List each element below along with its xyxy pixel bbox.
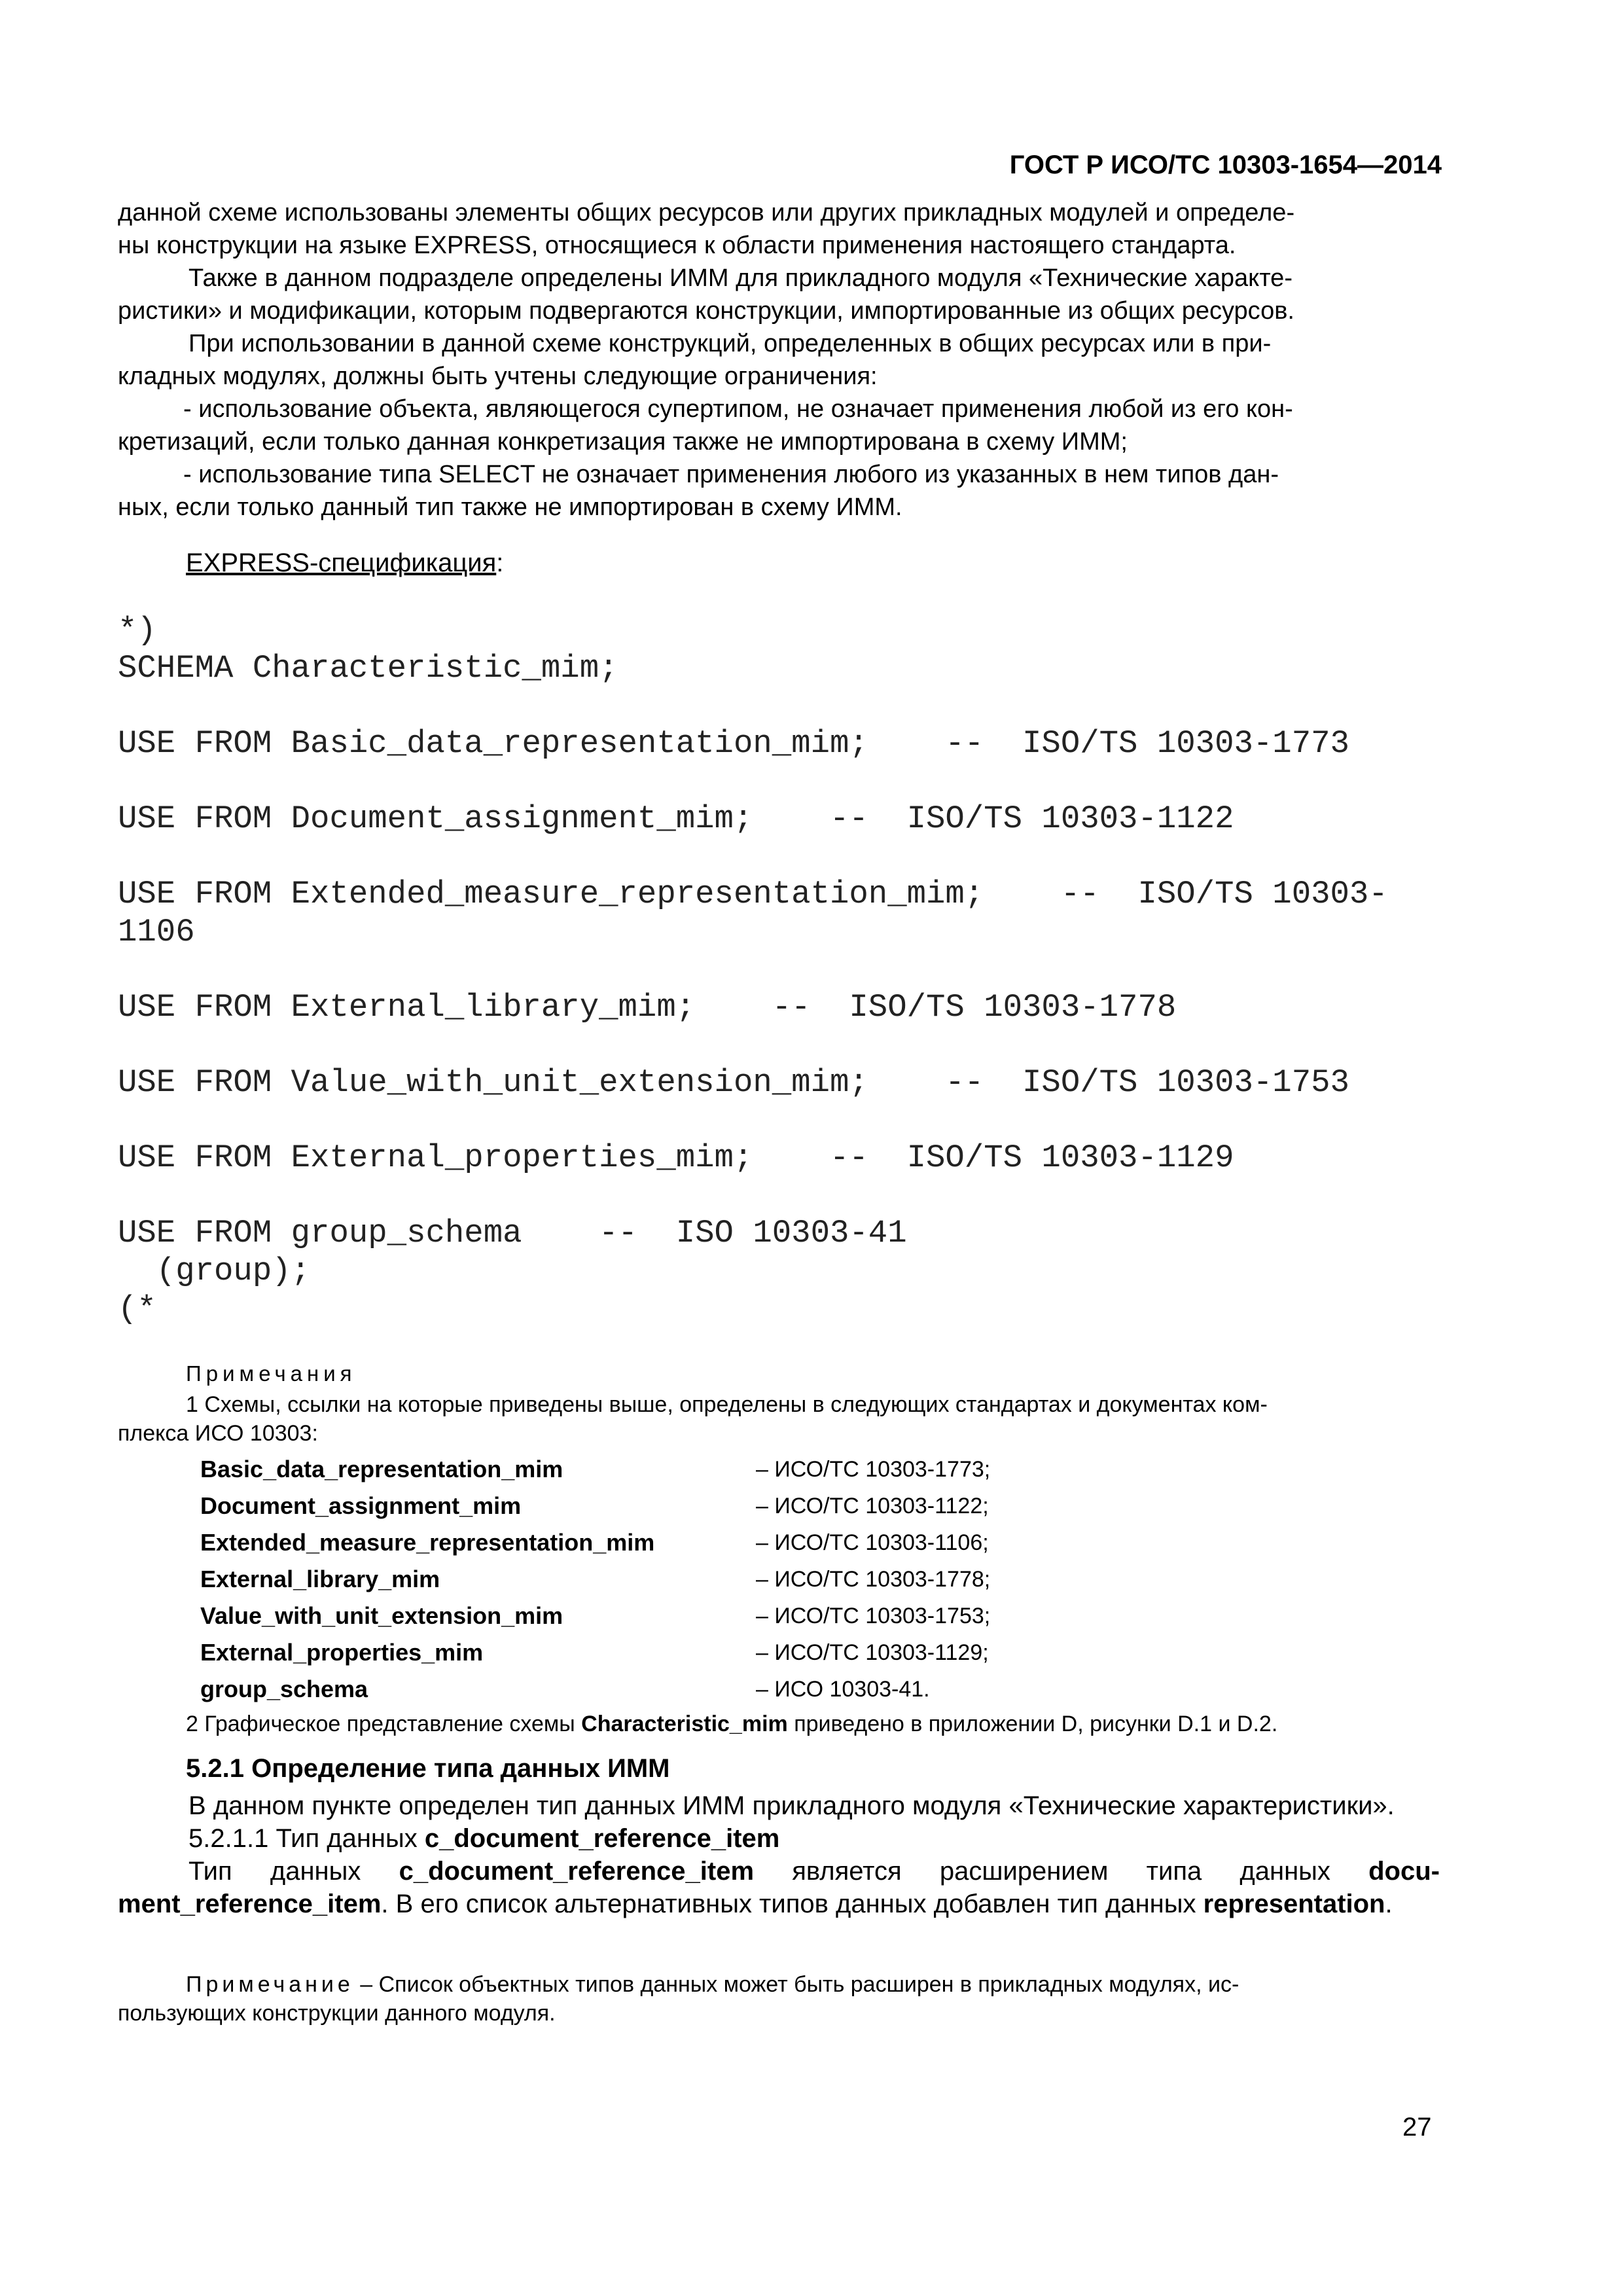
subsection-type-name: c_document_reference_item: [424, 1824, 780, 1853]
bullet-2-line2: ных, если только данный тип также не импортирован в схему ИММ.: [118, 493, 902, 521]
code-use-value-with-unit: USE FROM Value_with_unit_extension_mim; -- ISO/TS 10303-1753: [118, 1064, 1349, 1101]
ref-standard: – ИСО 10303-41.: [756, 1677, 930, 1702]
code-use-basic-data: USE FROM Basic_data_representation_mim; -- ISO/TS 10303-1773: [118, 725, 1349, 762]
intro-p2-line1: Также в данном подразделе определены ИММ для прикладного модуля «Технические характе-: [188, 264, 1293, 292]
code-use-extended-measure: USE FROM Extended_measure_representation_mim; -- ISO/TS 10303-: [118, 876, 1388, 912]
standard-header: ГОСТ Р ИСО/ТС 10303-1654—2014: [1009, 151, 1442, 179]
final-note-line2: пользующих конструкции данного модуля.: [118, 2001, 556, 2026]
ref-standard: – ИСО/ТС 10303-1773;: [756, 1457, 991, 1482]
bullet-2-line1: - использование типа SELECT не означает применения любого из указанных в нем типов дан-: [183, 461, 1279, 488]
section-p1: В данном пункте определен тип данных ИММ прикладного модуля «Технические характеристики».: [188, 1791, 1395, 1820]
intro-p1-line1: данной схеме использованы элементы общих ресурсов или других прикладных модулей и определе-: [118, 199, 1295, 226]
note-2-prefix: 2 Графическое представление схемы: [186, 1712, 582, 1736]
ref-standard: – ИСО/ТС 10303-1778;: [756, 1567, 991, 1592]
ref-name: group_schema: [200, 1676, 368, 1702]
intro-p3-line1: При использовании в данной схеме конструкций, определенных в общих ресурсах или в при-: [188, 330, 1272, 357]
ref-name: Basic_data_representation_mim: [200, 1456, 563, 1482]
subsection-title: [118, 1822, 1440, 1855]
section-p2-a: Тип данных: [188, 1857, 399, 1886]
section-p2-line2: [118, 1888, 1440, 1920]
section-body: [118, 1789, 1440, 1920]
express-spec-label: [186, 548, 503, 578]
code-close-comment: (*: [118, 1291, 156, 1327]
notes-title: Примечания: [186, 1361, 357, 1386]
code-use-group-schema-cont: (group);: [118, 1253, 311, 1289]
section-p2-type: c_document_reference_item: [399, 1857, 755, 1886]
ref-standard: – ИСО/ТС 10303-1106;: [756, 1530, 989, 1555]
section-p2-c: является расширением типа данных: [754, 1857, 1369, 1886]
code-use-external-properties: USE FROM External_properties_mim; -- ISO/TS 10303-1129: [118, 1139, 1234, 1176]
subsection-prefix: 5.2.1.1 Тип данных: [188, 1824, 425, 1853]
note-2-suffix: приведено в приложении D, рисунки D.1 и D.2.: [787, 1712, 1278, 1736]
express-spec-colon: :: [496, 548, 504, 577]
code-use-group-schema: USE FROM group_schema -- ISO 10303-41: [118, 1215, 907, 1251]
section-p2-f: . В его список альтернативных типов данных добавлен тип данных: [381, 1890, 1204, 1918]
note-2: [118, 1710, 1440, 1738]
note-1-line1: 1 Схемы, ссылки на которые приведены выше, определены в следующих стандартах и документах ком-: [186, 1392, 1268, 1417]
final-note-line1: [118, 1970, 1440, 1999]
intro-text: [118, 196, 1440, 524]
code-use-document-assignment: USE FROM Document_assignment_mim; -- ISO/TS 10303-1122: [118, 800, 1234, 837]
intro-p1-line2: ны конструкции на языке EXPRESS, относящиеся к области применения настоящего стандарта.: [118, 232, 1236, 259]
section-p2-base-type-end: ment_reference_item: [118, 1890, 382, 1918]
section-p2-line1: [118, 1855, 1440, 1888]
intro-p2-line2: ристики» и модификации, которым подвергаются конструкции, импортированные из общих ресурсов.: [118, 297, 1294, 325]
section-title: 5.2.1 Определение типа данных ИММ: [186, 1754, 670, 1783]
section-p2-base-type-start: docu-: [1368, 1857, 1440, 1886]
note-1: [118, 1390, 1440, 1448]
note-2-schema-name: Characteristic_mim: [581, 1712, 788, 1736]
ref-name: Value_with_unit_extension_mim: [200, 1602, 563, 1629]
ref-standard: – ИСО/ТС 10303-1753;: [756, 1604, 991, 1628]
code-use-external-library: USE FROM External_library_mim; -- ISO/TS 10303-1778: [118, 989, 1177, 1026]
ref-name: External_library_mim: [200, 1566, 440, 1592]
express-spec-label-text: EXPRESS-спецификация: [186, 548, 497, 577]
code-open-comment: *): [118, 612, 156, 649]
final-note-label: Примечание: [186, 1972, 354, 1997]
ref-name: Extended_measure_representation_mim: [200, 1529, 655, 1556]
bullet-1-line1: - использование объекта, являющегося супертипом, не означает применения любой из его кон-: [183, 395, 1293, 423]
ref-name: Document_assignment_mim: [200, 1492, 522, 1519]
section-p2-added-type: representation: [1203, 1890, 1385, 1918]
final-note-text: Список объектных типов данных может быть расширен в прикладных модулях, ис-: [378, 1972, 1240, 1997]
note-1-line2: плекса ИСО 10303:: [118, 1421, 318, 1446]
ref-name: External_properties_mim: [200, 1639, 484, 1666]
final-note: [118, 1970, 1440, 2028]
intro-p3-line2: кладных модулях, должны быть учтены следующие ограничения:: [118, 363, 878, 390]
ref-standard: – ИСО/ТС 10303-1129;: [756, 1640, 989, 1665]
code-schema-line: SCHEMA Characteristic_mim;: [118, 650, 618, 687]
code-use-extended-measure-cont: 1106: [118, 914, 195, 950]
bullet-1-line2: кретизаций, если только данная конкретизация также не импортирована в схему ИММ;: [118, 428, 1128, 456]
final-note-dash: –: [353, 1972, 379, 1997]
ref-standard: – ИСО/ТС 10303-1122;: [756, 1494, 989, 1518]
section-p2-h: .: [1385, 1890, 1393, 1918]
page-number: 27: [1402, 2113, 1432, 2142]
